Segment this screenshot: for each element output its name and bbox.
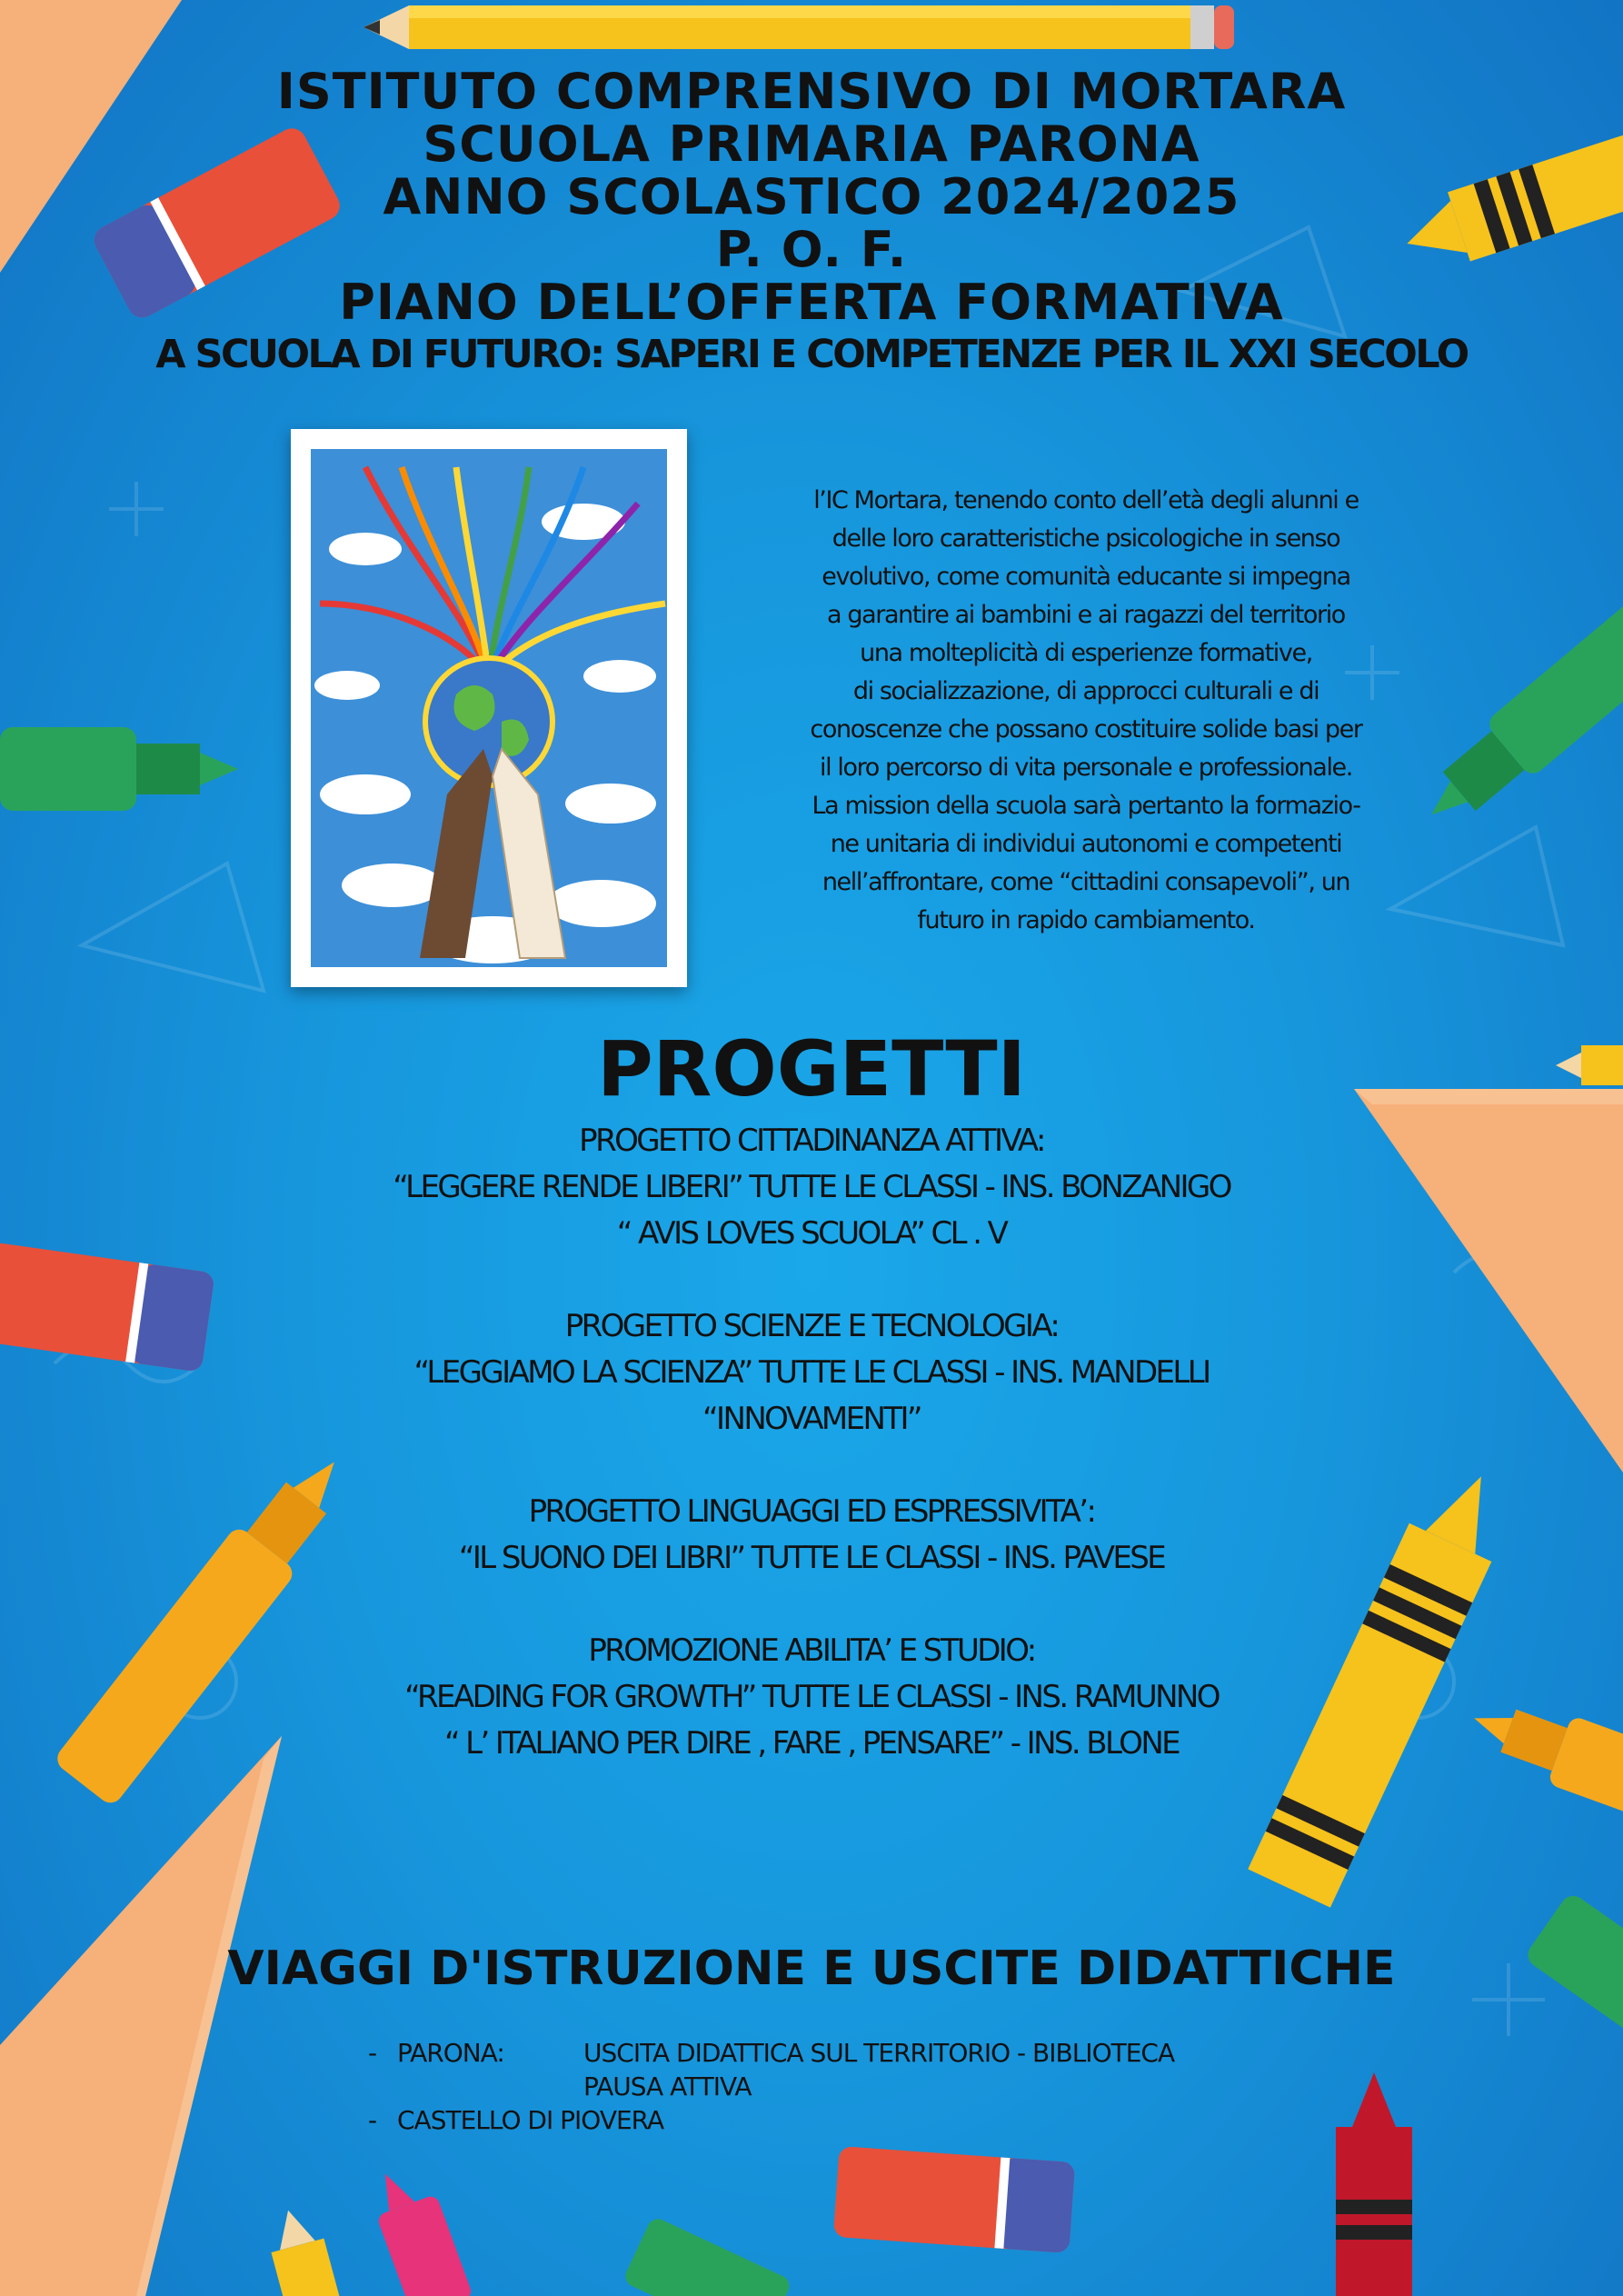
trip-place: PARONA: <box>397 2038 504 2068</box>
header-line-school: SCUOLA PRIMARIA PARONA <box>423 115 1200 173</box>
header <box>0 65 1623 380</box>
list-bullet: - <box>368 2038 377 2068</box>
intro-line: ne unitaria di individui autonomi e competenti <box>830 830 1342 858</box>
list-bullet: - <box>368 2105 377 2135</box>
header-subtitle: A SCUOLA DI FUTURO: SAPERI E COMPETENZE PER IL XXI SECOLO <box>155 332 1468 377</box>
marker-green-right <box>1408 594 1623 843</box>
ruler-left <box>0 1736 282 2296</box>
project-group-promozione <box>0 1628 1623 1767</box>
intro-line: conoscenze che possano costituire solide basi per <box>810 715 1362 744</box>
intro-paragraph <box>754 482 1418 940</box>
pencil-top <box>363 5 1234 49</box>
project-line: “LEGGIAMO LA SCIENZA” TUTTE LE CLASSI - INS. MANDELLI <box>413 1354 1210 1391</box>
header-line-institute: ISTITUTO COMPRENSIVO DI MORTARA <box>276 63 1347 120</box>
project-group-linguaggi <box>0 1489 1623 1582</box>
intro-line: di socializzazione, di approcci culturali e di <box>852 677 1319 705</box>
progetti-title: PROGETTI <box>597 1024 1026 1113</box>
project-line: “LEGGERE RENDE LIBERI” TUTTE LE CLASSI - INS. BONZANIGO <box>393 1169 1230 1205</box>
intro-line: evolutivo, come comunità educante si impegna <box>821 563 1350 591</box>
intro-line: il loro percorso di vita personale e professionale. <box>820 754 1352 782</box>
project-line: PROMOZIONE ABILITA’ E STUDIO: <box>588 1632 1035 1669</box>
intro-line: futuro in rapido cambiamento. <box>917 906 1255 934</box>
project-line: “ L’ ITALIANO PER DIRE , FARE , PENSARE” - INS. BLONE <box>443 1725 1180 1762</box>
project-line: “ AVIS LOVES SCUOLA” CL . V <box>616 1215 1007 1252</box>
project-line: PROGETTO LINGUAGGI ED ESPRESSIVITA’: <box>528 1493 1095 1530</box>
trip-place: CASTELLO DI PIOVERA <box>397 2105 664 2135</box>
children-drawing-image <box>311 449 667 967</box>
intro-line: una molteplicità di esperienze formative, <box>860 639 1312 667</box>
eraser-bottom <box>833 2146 1075 2253</box>
intro-line: delle loro caratteristiche psicologiche in senso <box>831 524 1340 553</box>
trip-detail: PAUSA ATTIVA <box>583 2071 752 2101</box>
crayon-red-bottom <box>1336 2072 1412 2296</box>
drawing-photo <box>291 429 687 987</box>
intro-line: a garantire ai bambini e ai ragazzi del territorio <box>827 601 1345 629</box>
project-line: PROGETTO SCIENZE E TECNOLOGIA: <box>564 1308 1059 1344</box>
pencil-bottom-left <box>262 2203 340 2296</box>
viaggi-title: VIAGGI D'ISTRUZIONE E USCITE DIDATTICHE <box>227 1942 1396 1996</box>
project-line: “READING FOR GROWTH” TUTTE LE CLASSI - INS. RAMUNNO <box>404 1679 1219 1715</box>
projects-list <box>0 1118 1623 1813</box>
marker-green-left <box>0 727 238 811</box>
marker-pink-bottom <box>363 2160 473 2296</box>
project-group-scienze <box>0 1303 1623 1442</box>
marker-green-bottom <box>622 2215 792 2296</box>
project-line: PROGETTO CITTADINANZA ATTIVA: <box>579 1123 1044 1159</box>
intro-line: nell’affrontare, come “cittadini consapevoli”, un <box>821 868 1350 896</box>
trip-detail: USCITA DIDATTICA SUL TERRITORIO - BIBLIOTECA <box>583 2038 1175 2068</box>
project-group-cittadinanza <box>0 1118 1623 1257</box>
project-line: “INNOVAMENTI” <box>702 1401 921 1437</box>
project-line: “IL SUONO DEI LIBRI” TUTTE LE CLASSI - INS. PAVESE <box>458 1540 1165 1576</box>
header-line-piano: PIANO DELL’OFFERTA FORMATIVA <box>339 274 1284 331</box>
intro-line: La mission della scuola sarà pertanto la formazio- <box>812 792 1360 820</box>
header-line-school-year: ANNO SCOLASTICO 2024/2025 <box>383 168 1240 225</box>
intro-line: l’IC Mortara, tenendo conto dell’età degli alunni e <box>813 486 1359 514</box>
header-line-pof: P. O. F. <box>715 221 908 278</box>
